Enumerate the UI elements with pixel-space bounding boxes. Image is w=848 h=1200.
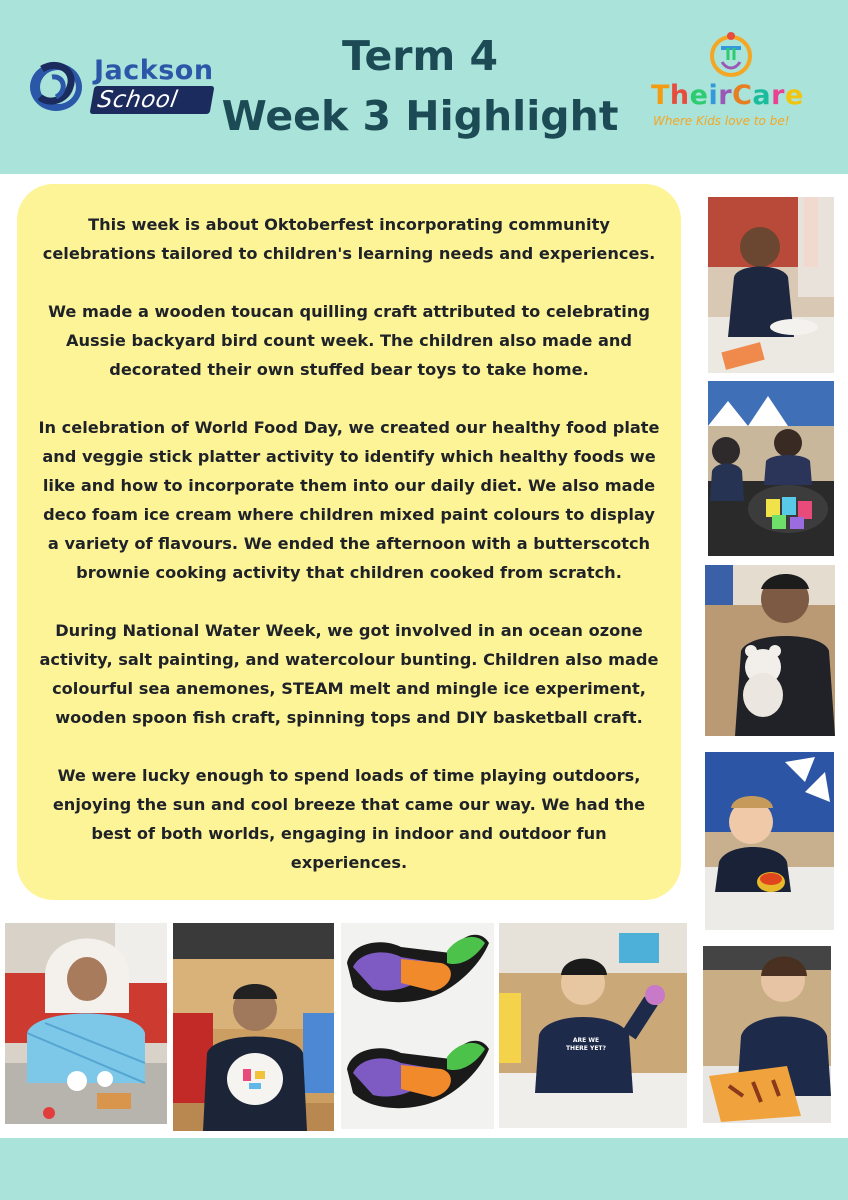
provider-name-letter: r bbox=[718, 80, 733, 111]
provider-name bbox=[651, 80, 804, 111]
page-title bbox=[200, 28, 640, 148]
paragraph-oktoberfest: This week is about Oktoberfest incorporating community celebrations tailored to children's learning needs and experiences. bbox=[42, 215, 656, 263]
photo-boy-painting bbox=[703, 946, 831, 1123]
photo-paint-tray bbox=[708, 381, 834, 556]
photo-girl-cutting-food bbox=[5, 923, 167, 1124]
shirt-slogan: ARE WE THERE YET? bbox=[565, 1037, 607, 1052]
school-name-line2: School bbox=[95, 87, 180, 113]
title-week-highlight: Week 3 Highlight bbox=[221, 92, 619, 140]
highlight-text-panel bbox=[17, 184, 681, 900]
provider-name-letter: T bbox=[651, 80, 670, 111]
photo-boy-with-snack bbox=[705, 752, 834, 930]
paragraph-bird-count: We made a wooden toucan quilling craft attributed to celebrating Aussie backyard bird count week. The children also made and decorated their own stuffed bear toys to take home. bbox=[48, 302, 650, 379]
photo-boy-eating bbox=[708, 197, 834, 373]
provider-name-letter: h bbox=[669, 80, 690, 111]
provider-name-letter: e bbox=[784, 80, 804, 111]
footer-band bbox=[0, 1138, 848, 1200]
photo-boy-with-bear bbox=[705, 565, 835, 736]
provider-name-letter: i bbox=[708, 80, 719, 111]
theircare-logo bbox=[650, 30, 810, 130]
jackson-school-logo bbox=[28, 55, 218, 117]
paragraph-outdoors: We were lucky enough to spend loads of time playing outdoors, enjoying the sun and cool breeze that came our way. We had the best of both worlds, engaging in indoor and outdoor fun experiences. bbox=[52, 766, 646, 872]
provider-name-letter: r bbox=[771, 80, 785, 111]
jackson-school-emblem-icon bbox=[28, 57, 88, 115]
theircare-emblem-icon bbox=[707, 30, 755, 78]
paragraph-water-week: During National Water Week, we got involved in an ocean ozone activity, salt painting, and watercolour bunting. Children also made colourful sea anemones, STEAM melt and mingle ice experiment, wooden spoon fish craft, spinning tops and DIY basketball craft. bbox=[39, 621, 659, 727]
paragraph-world-food-day: In celebration of World Food Day, we created our healthy food plate and veggie stick platter activity to identify which healthy foods we like and how to incorporate them into our daily diet. We also made deco foam ice cream where children mixed paint colours to display a variety of flavours. We ended the afternoon with a butterscotch brownie cooking activity that children cooked from scratch. bbox=[38, 418, 660, 582]
provider-tagline: Where Kids love to be! bbox=[653, 114, 790, 128]
provider-name-letter: C bbox=[732, 80, 753, 111]
school-name-line1: Jackson bbox=[94, 55, 214, 86]
photo-boy-waving bbox=[499, 923, 687, 1128]
provider-name-letter: a bbox=[752, 80, 772, 111]
photo-boy-with-plate bbox=[173, 923, 334, 1131]
school-name-badge bbox=[90, 86, 215, 114]
title-term: Term 4 bbox=[341, 32, 499, 80]
photo-toucan-crafts bbox=[341, 923, 494, 1129]
provider-name-letter: e bbox=[689, 80, 709, 111]
